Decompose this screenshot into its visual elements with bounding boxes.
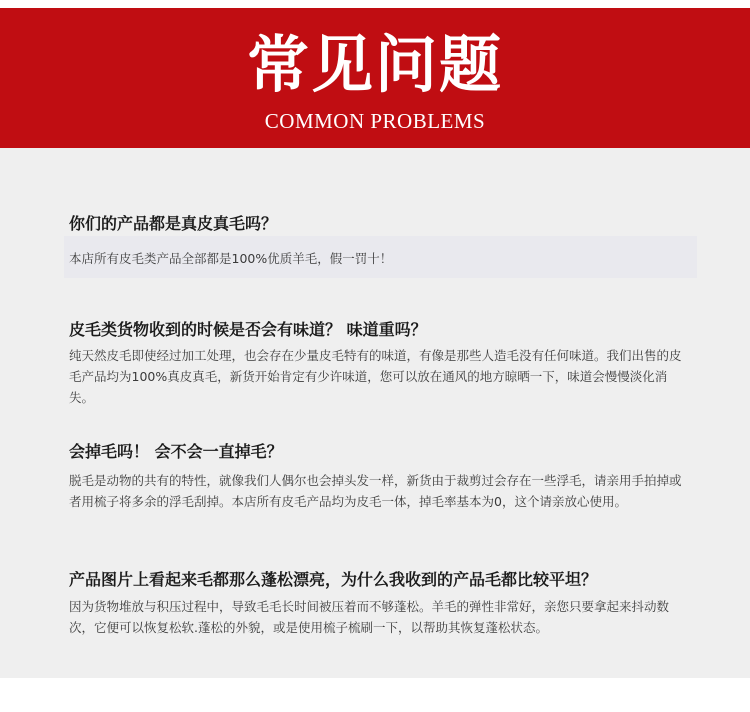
- faq-answer: 脱毛是动物的共有的特性，就像我们人偶尔也会掉头发一样，新货由于裁剪过会存在一些浮毛，请亲用手拍掉或者用梳子将多余的浮毛刮掉。本店所有皮毛产品均为皮毛一体，掉毛率基本为0，这个请亲放心使用。: [69, 473, 682, 509]
- faq-answer: 纯天然皮毛即使经过加工处理，也会存在少量皮毛特有的味道，有像是那些人造毛没有任何味道。我们出售的皮毛产品均为100%真皮真毛，新货开始肯定有少许味道，您可以放在通风的地方晾晒一下，味道会慢慢淡化消失。: [69, 348, 682, 405]
- faq-question: 皮毛类货物收到的时候是否会有味道？ 味道重吗？: [69, 320, 427, 339]
- faq-section: [0, 148, 750, 678]
- faq-question: 你们的产品都是真皮真毛吗？: [69, 214, 278, 233]
- page-title: 常见问题: [246, 28, 503, 101]
- faq-answer: 本店所有皮毛类产品全部都是100%优质羊毛，假一罚十！: [69, 251, 393, 266]
- page-subtitle: COMMON PROBLEMS: [264, 109, 486, 133]
- faq-question: 产品图片上看起来毛都那么蓬松漂亮，为什么我收到的产品毛都比较平坦？: [69, 570, 598, 589]
- header-banner: [0, 8, 750, 148]
- faq-answer: 因为货物堆放与积压过程中，导致毛毛长时间被压着而不够蓬松。羊毛的弹性非常好，亲您只要拿起来抖动数次，它便可以恢复松软.蓬松的外貌，或是使用梳子梳刷一下，以帮助其恢复蓬松状态。: [69, 599, 670, 635]
- faq-question: 会掉毛吗！ 会不会一直掉毛？: [69, 442, 283, 461]
